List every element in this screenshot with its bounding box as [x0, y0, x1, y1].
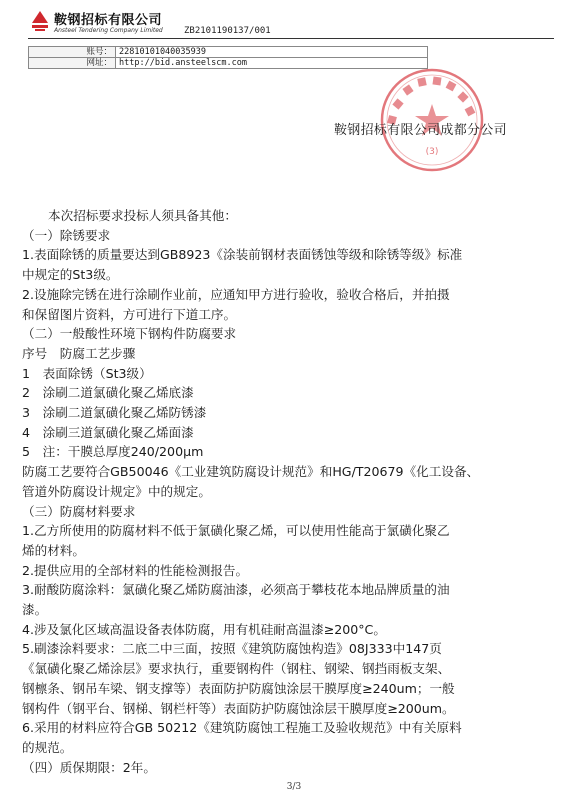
table-row — [29, 47, 428, 58]
header-divider — [28, 38, 554, 39]
section-heading: （三）防腐材料要求 — [22, 503, 136, 519]
body-line: 钢构件（钢平台、钢梯、钢栏杆等）表面防护防腐蚀涂层干膜厚度≥200um。 — [22, 700, 455, 716]
body-line: 1.乙方所使用的防腐材料不低于氯磺化聚乙烯，可以使用性能高于氯磺化聚乙 — [22, 523, 450, 539]
section-heading: （四）质保期限：2年。 — [22, 759, 156, 775]
body-line: 3.耐酸防腐涂料：氯磺化聚乙烯防腐油漆，必须高于攀枝花本地品牌质量的油 — [22, 582, 450, 598]
info-table — [28, 46, 428, 69]
body-line: 漆。 — [22, 602, 48, 618]
seal-number: (3) — [425, 147, 439, 157]
body-line: 2 涂刷二道氯磺化聚乙烯底漆 — [22, 385, 194, 401]
requirements-body — [22, 206, 552, 777]
website-label: 网址： — [29, 58, 116, 69]
body-line: 4.涉及氯化区域高温设备表体防腐，用有机硅耐高温漆≥200°C。 — [22, 621, 386, 637]
body-line: 2.提供应用的全部材料的性能检测报告。 — [22, 562, 249, 578]
document-code: ZB2101190137/001 — [184, 26, 271, 36]
account-value: 22810101040035939 — [116, 47, 428, 58]
intro-line: 本次招标要求投标人须具备其他： — [48, 208, 237, 223]
body-line: 防腐工艺要符合GB50046《工业建筑防腐设计规范》和HG/T20679《化工设备、 — [22, 464, 480, 480]
body-line: 的规范。 — [22, 739, 73, 755]
body-line: 管道外防腐设计规定》中的规定。 — [22, 483, 211, 499]
section-heading: （二）一般酸性环境下钢构件防腐要求 — [22, 326, 237, 342]
body-line: 1.表面除锈的质量要达到GB8923《涂装前钢材表面锈蚀等级和除锈等级》标准 — [22, 247, 463, 263]
body-line: 序号 防腐工艺步骤 — [22, 345, 136, 361]
account-label: 账号： — [29, 47, 116, 58]
body-line: 2.设施除完锈在进行涂刷作业前，应通知甲方进行验收，验收合格后，并拍摄 — [22, 286, 450, 302]
branch-name: 鞍钢招标有限公司成都分公司 — [334, 123, 507, 138]
company-name-cn: 鞍钢招标有限公司 — [54, 13, 163, 28]
body-line: 《氯磺化聚乙烯涂层》要求执行，重要钢构件（钢柱、钢梁、钢挡雨板支架、 — [22, 661, 451, 677]
body-line: 3 涂刷二道氯磺化聚乙烯防锈漆 — [22, 405, 207, 421]
body-line: 钢檩条、钢吊车梁、钢支撑等）表面防护防腐蚀涂层干膜厚度≥240um；一般 — [22, 680, 455, 696]
document-header — [0, 0, 588, 44]
body-line: 6.采用的材料应符合GB 50212《建筑防腐蚀工程施工及验收规范》中有关原料 — [22, 720, 462, 736]
company-name-en: Ansteel Tendering Company Limited — [54, 27, 163, 34]
ansteel-logo-icon — [30, 10, 50, 32]
page-number: 3/3 — [286, 782, 302, 792]
body-line: 和保留图片资料，方可进行下道工序。 — [22, 306, 237, 322]
body-line: 4 涂刷三道氯磺化聚乙烯面漆 — [22, 424, 194, 440]
body-line: 1 表面除锈（St3级） — [22, 365, 152, 381]
body-line: 5.刷漆涂料要求：二底二中三面，按照《建筑防腐蚀构造》08J333中147页 — [22, 641, 442, 657]
section-heading: （一）除锈要求 — [22, 227, 111, 243]
table-row — [29, 58, 428, 69]
body-line: 烯的材料。 — [22, 542, 85, 558]
website-link[interactable]: http://bid.ansteelscm.com — [116, 58, 428, 69]
body-line: 5 注：干膜总厚度240/200μm — [22, 444, 204, 460]
body-line: 中规定的St3级。 — [22, 267, 119, 283]
